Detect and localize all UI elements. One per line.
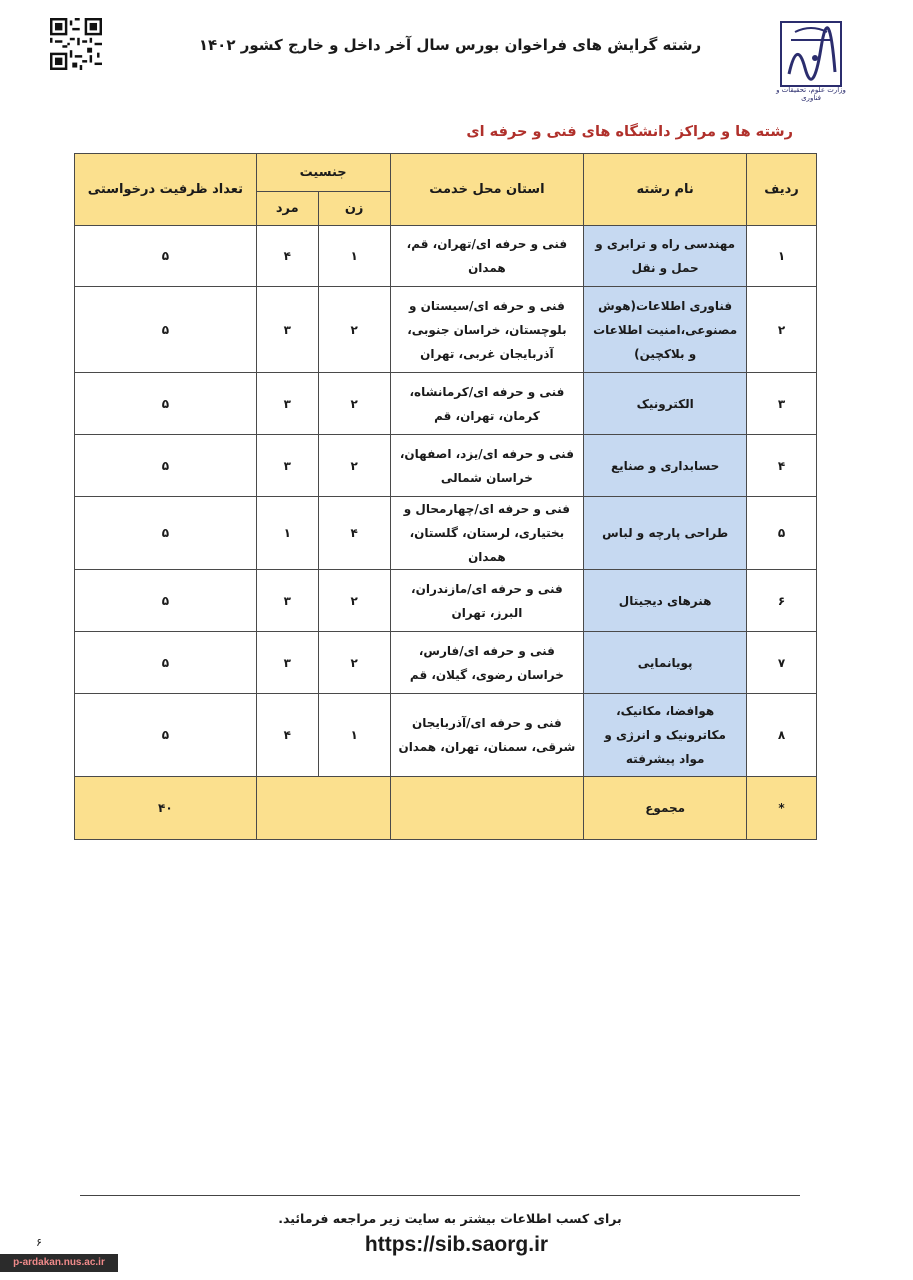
female-count: ۱ xyxy=(318,694,390,777)
header-row-number: ردیف xyxy=(747,154,817,226)
province: فنی و حرفه ای/تهران، قم، همدان xyxy=(390,226,584,287)
field-name: الکترونیک xyxy=(584,373,747,435)
province: فنی و حرفه ای/چهارمحال و بختیاری، لرستان، گلستان، همدان xyxy=(390,497,584,570)
field-name: هوافضا، مکانیک، مکاترونیک و انرژی و مواد پیشرفته xyxy=(584,694,747,777)
site-watermark: p-ardakan.nus.ac.ir xyxy=(0,1254,118,1272)
province: فنی و حرفه ای/سیستان و بلوچستان، خراسان جنوبی، آذربایجان غربی، تهران xyxy=(390,287,584,373)
table-row xyxy=(75,373,817,435)
male-count: ۳ xyxy=(256,632,318,694)
header-female: زن xyxy=(318,192,390,226)
fields-table xyxy=(74,153,817,840)
province: فنی و حرفه ای/یزد، اصفهان، خراسان شمالی xyxy=(390,435,584,497)
male-count: ۴ xyxy=(256,694,318,777)
male-count: ۳ xyxy=(256,373,318,435)
province: فنی و حرفه ای/فارس، خراسان رضوی، گیلان، قم xyxy=(390,632,584,694)
capacity: ۵ xyxy=(75,497,257,570)
capacity: ۵ xyxy=(75,435,257,497)
field-name: حسابداری و صنایع xyxy=(584,435,747,497)
male-count: ۳ xyxy=(256,570,318,632)
male-count: ۳ xyxy=(256,287,318,373)
province: فنی و حرفه ای/مازندران، البرز، تهران xyxy=(390,570,584,632)
capacity: ۵ xyxy=(75,694,257,777)
table-row xyxy=(75,435,817,497)
header-province: استان محل خدمت xyxy=(390,154,584,226)
province: فنی و حرفه ای/آذربایجان شرقی، سمنان، تهران، همدان xyxy=(390,694,584,777)
female-count: ۲ xyxy=(318,435,390,497)
logo-caption: وزارت علوم، تحقیقات و فناوری xyxy=(776,86,846,102)
row-number: ۳ xyxy=(747,373,817,435)
qr-code-icon xyxy=(50,18,102,70)
total-capacity: ۴۰ xyxy=(75,777,257,840)
row-number: ۲ xyxy=(747,287,817,373)
table-row xyxy=(75,226,817,287)
field-name: طراحی پارچه و لباس xyxy=(584,497,747,570)
table-row xyxy=(75,632,817,694)
row-number: ۷ xyxy=(747,632,817,694)
female-count: ۴ xyxy=(318,497,390,570)
male-count: ۴ xyxy=(256,226,318,287)
capacity: ۵ xyxy=(75,287,257,373)
footer-divider xyxy=(80,1195,800,1196)
female-count: ۲ xyxy=(318,287,390,373)
total-row xyxy=(75,777,817,840)
section-title: رشته ها و مراکز دانشگاه های فنی و حرفه ای xyxy=(466,124,793,140)
table-row xyxy=(75,497,817,570)
female-count: ۲ xyxy=(318,570,390,632)
province: فنی و حرفه ای/کرمانشاه، کرمان، تهران، قم xyxy=(390,373,584,435)
capacity: ۵ xyxy=(75,373,257,435)
footer-note: برای کسب اطلاعات بیشتر به سایت زیر مراجعه فرمائید. xyxy=(278,1211,622,1226)
field-name: هنرهای دیجیتال xyxy=(584,570,747,632)
header-gender: جنسیت xyxy=(256,154,390,192)
female-count: ۲ xyxy=(318,632,390,694)
row-number: ۸ xyxy=(747,694,817,777)
field-name: فناوری اطلاعات(هوش مصنوعی،امنیت اطلاعات و بلاکچین) xyxy=(584,287,747,373)
row-number: ۴ xyxy=(747,435,817,497)
row-number: ۱ xyxy=(747,226,817,287)
table-row xyxy=(75,570,817,632)
page-number: ۶ xyxy=(36,1236,42,1249)
capacity: ۵ xyxy=(75,226,257,287)
total-province-empty xyxy=(390,777,584,840)
female-count: ۲ xyxy=(318,373,390,435)
field-name: پویانمایی xyxy=(584,632,747,694)
footer-website-link[interactable]: https://sib.saorg.ir xyxy=(364,1233,549,1256)
total-label: مجموع xyxy=(584,777,747,840)
header-field-name: نام رشته xyxy=(584,154,747,226)
total-gender-empty xyxy=(256,777,390,840)
header-capacity: تعداد ظرفیت درخواستی xyxy=(75,154,257,226)
table-row xyxy=(75,287,817,373)
female-count: ۱ xyxy=(318,226,390,287)
header-male: مرد xyxy=(256,192,318,226)
row-number: ۶ xyxy=(747,570,817,632)
capacity: ۵ xyxy=(75,570,257,632)
male-count: ۳ xyxy=(256,435,318,497)
field-name: مهندسی راه و ترابری و حمل و نقل xyxy=(584,226,747,287)
total-row-marker: * xyxy=(747,777,817,840)
male-count: ۱ xyxy=(256,497,318,570)
table-row xyxy=(75,694,817,777)
page-title: رشته گرایش های فراخوان بورس سال آخر داخل و خارج کشور ۱۴۰۲ xyxy=(198,36,702,54)
row-number: ۵ xyxy=(747,497,817,570)
capacity: ۵ xyxy=(75,632,257,694)
